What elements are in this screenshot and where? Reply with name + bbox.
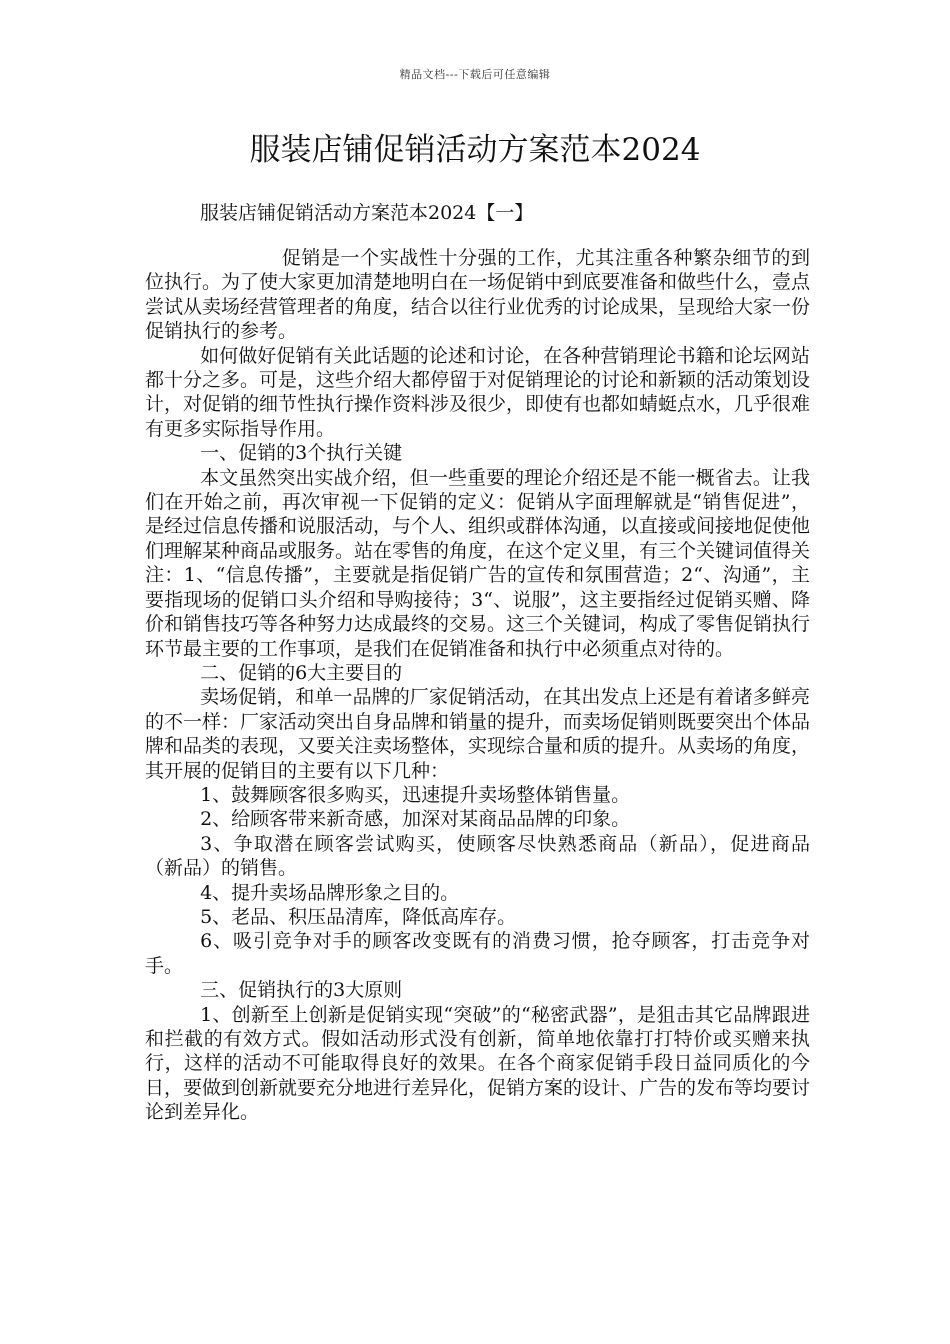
- paragraph: 1、创新至上创新是促销实现“突破”的“秘密武器”，是狙击其它品牌跟进和拦截的有效方式。假如活动形式没有创新，简单地依靠打打特价或买赠来执行，这样的活动不可能取得良好的效果。在各个商家促销手段日益同质化的今日，要做到创新就要充分地进行差异化，促销方案的设计、广告的发布等均要讨论到差异化。: [145, 1003, 811, 1124]
- paragraph: 本文虽然突出实战介绍，但一些重要的理论介绍还是不能一概省去。让我们在开始之前，再次审视一下促销的定义：促销从字面理解就是“销售促进”，是经过信息传播和说服活动，与个人、组织或群体沟通，以直接或间接地促使他们理解某种商品或服务。站在零售的角度，在这个定义里，有三个关键词值得关注：1、“信息传播”，主要就是指促销广告的宣传和氛围营造；2“、沟通”，主要指现场的促销口头介绍和导购接待；3“、说服”，这主要指经过促销买赠、降价和销售技巧等各种努力达成最终的交易。这三个关键词，构成了零售促销执行环节最主要的工作事项，是我们在促销准备和执行中必须重点对待的。: [145, 466, 811, 660]
- document-subtitle: 服装店铺促销活动方案范本2024【一】: [200, 202, 534, 224]
- section-heading-1: 一、促销的3个执行关键: [200, 442, 403, 465]
- document-title: 服装店铺促销活动方案范本2024: [249, 132, 701, 168]
- section-heading-3: 三、促销执行的3大原则: [200, 979, 403, 1002]
- paragraph: 如何做好促销有关此话题的论述和讨论，在各种营销理论书籍和论坛网站都十分之多。可是，这些介绍大都停留于对促销理论的讨论和新颖的活动策划设计，对促销的细节性执行操作资料涉及很少，即使有也都如蜻蜓点水，几乎很难有更多实际指导作用。: [145, 344, 811, 440]
- list-item: 3、争取潜在顾客尝试购买，使顾客尽快熟悉商品（新品），促进商品（新品）的销售。: [145, 832, 810, 880]
- list-item: 1、鼓舞顾客很多购买，迅速提升卖场整体销售量。: [200, 783, 631, 806]
- section-heading-2: 二、促销的6大主要目的: [200, 661, 403, 684]
- list-item: 4、提升卖场品牌形象之目的。: [200, 881, 460, 904]
- list-item: 6、吸引竞争对手的顾客改变既有的消费习惯，抢夺顾客，打击竞争对手。: [145, 930, 810, 977]
- list-item: 2、给顾客带来新奇感，加深对某商品品牌的印象。: [200, 808, 631, 831]
- paragraph: 卖场促销，和单一品牌的厂家促销活动，在其出发点上还是有着诸多鲜亮的不一样：厂家活动突出自身品牌和销量的提升，而卖场促销则既要突出个体品牌和品类的表现，又要关注卖场整体，实现综合量和质的提升。从卖场的角度，其开展的促销目的主要有以下几种：: [145, 686, 811, 782]
- header-note: 精品文档---下载后可任意编辑: [399, 68, 551, 81]
- paragraph-intro: 促销是一个实战性十分强的工作，尤其注重各种繁杂细节的到位执行。为了使大家更加清楚地明白在一场促销中到底要准备和做些什么，壹点尝试从卖场经营管理者的角度，结合以往行业优秀的讨论成果，呈现给大家一份促销执行的参考。: [145, 247, 811, 343]
- document-body: [145, 246, 810, 1125]
- list-item: 5、老品、积压品清库，降低高库存。: [200, 905, 517, 928]
